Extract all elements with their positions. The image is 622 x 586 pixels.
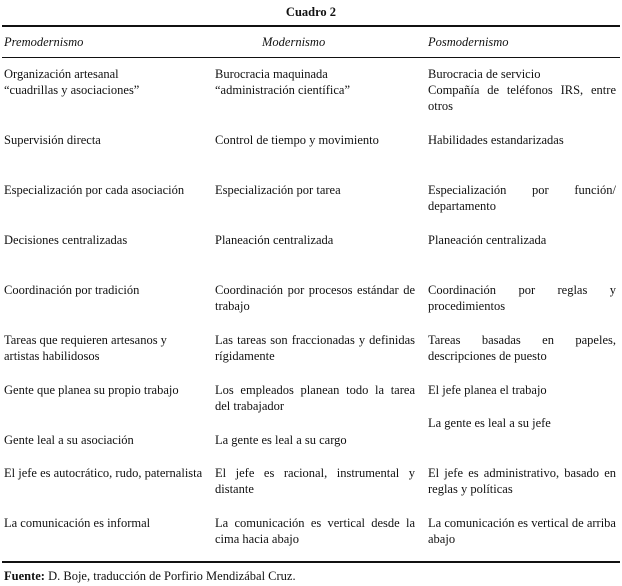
- table-cell: Especialización por tarea: [215, 183, 341, 197]
- table-cell: Burocracia de servicio Compañía de teléfonos IRS, entre otros: [428, 67, 616, 113]
- table-cell: La gente es leal a su cargo: [215, 433, 347, 447]
- table-title: Cuadro 2: [285, 5, 337, 19]
- table-cell: Coordinación por tradición: [4, 283, 140, 297]
- table-cell: Especialización por función/ departamento: [428, 183, 616, 213]
- bottom-rule: [2, 561, 620, 563]
- table-cell: Burocracia maquinada “administración científica”: [215, 67, 351, 97]
- table-cell: El jefe es autocrático, rudo, paternalista: [4, 466, 203, 480]
- table-cell: Planeación centralizada: [215, 233, 334, 247]
- header-rule: [2, 57, 620, 58]
- table-cell: El jefe es administrativo, basado en reglas y políticas: [428, 466, 616, 496]
- header-premodernismo: Premodernismo: [4, 35, 84, 49]
- source-note: [4, 568, 296, 584]
- table-cell: Gente leal a su asociación: [4, 433, 134, 447]
- header-posmodernismo: Posmodernismo: [428, 35, 509, 49]
- table-cell: Planeación centralizada: [428, 233, 547, 247]
- table-cell: La comunicación es vertical desde la cima hacia abajo: [215, 516, 415, 546]
- table-cell: Supervisión directa: [4, 133, 101, 147]
- table-cell: La comunicación es informal: [4, 516, 151, 530]
- source-text: D. Boje, traducción de Porfirio Mendizábal Cruz.: [44, 569, 296, 583]
- table-cell: Organización artesanal “cuadrillas y asociaciones”: [4, 67, 140, 97]
- table-cell: El jefe planea el trabajo: [428, 383, 547, 397]
- table-cell: La gente es leal a su jefe: [428, 416, 551, 430]
- table-cell: Las tareas son fraccionadas y definidas rígidamente: [215, 333, 415, 363]
- table-cell: Los empleados planean todo la tarea del trabajador: [215, 383, 415, 413]
- table-cell: Coordinación por reglas y procedimientos: [428, 283, 616, 313]
- table-cell: Especialización por cada asociación: [4, 183, 185, 197]
- table-cell: Gente que planea su propio trabajo: [4, 383, 179, 397]
- table-cell: Tareas que requieren artesanos y artistas habilidosos: [4, 333, 167, 363]
- header-modernismo: Modernismo: [262, 35, 326, 49]
- source-label: Fuente:: [4, 569, 45, 583]
- table-cell: Decisiones centralizadas: [4, 233, 128, 247]
- table-cell: Control de tiempo y movimiento: [215, 133, 379, 147]
- table-cell: Tareas basadas en papeles, descripciones de puesto: [428, 333, 616, 363]
- table-cell: El jefe es racional, instrumental y distante: [215, 466, 415, 496]
- top-rule: [2, 25, 620, 27]
- table-cell: La comunicación es vertical de arriba abajo: [428, 516, 616, 546]
- table-cell: Habilidades estandarizadas: [428, 133, 564, 147]
- table-cell: Coordinación por procesos estándar de trabajo: [215, 283, 415, 313]
